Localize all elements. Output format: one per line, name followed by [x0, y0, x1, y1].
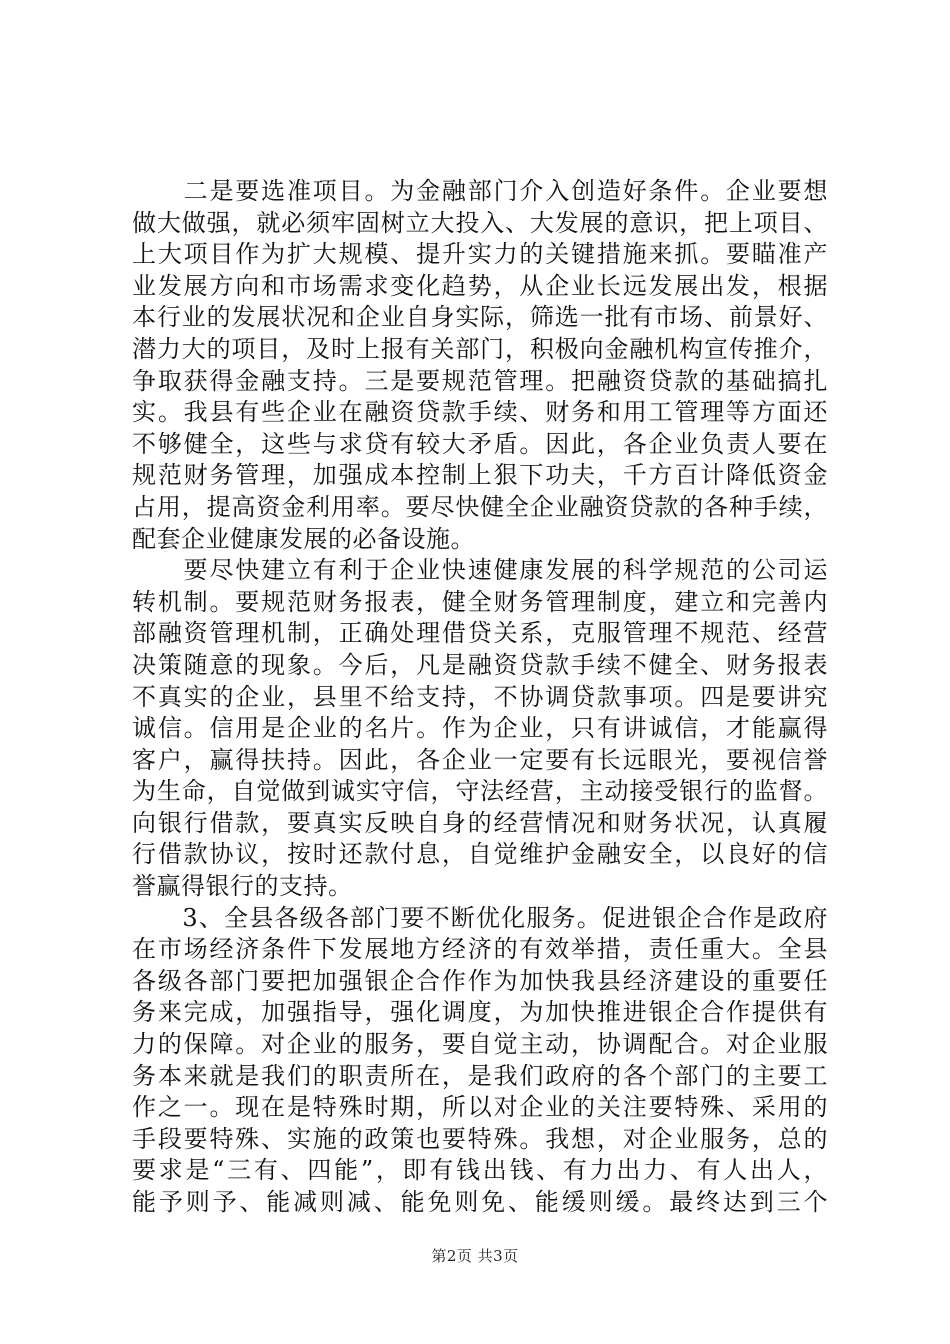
page-footer: 第2页 共3页 [431, 1247, 519, 1265]
text-line: 务来完成，加强指导，强化调度，为加快推进银企合作提供有 [132, 998, 828, 1027]
text-line: 二是要选准项目。为金融部门介入创造好条件。企业要想 [132, 177, 828, 205]
text-line: 客户，赢得扶持。因此，各企业一定要有长远眼光，要视信誉 [132, 745, 828, 774]
text-line: 本行业的发展状况和企业自身实际，筛选一批有市场、前景好、 [132, 303, 828, 332]
text-line: 业发展方向和市场需求变化趋势，从企业长远发展出发，根据 [132, 271, 828, 300]
text-line: 部融资管理机制，正确处理借贷关系，克服管理不规范、经营 [132, 619, 828, 648]
text-line: 规范财务管理，加强成本控制上狠下功夫，千方百计降低资金 [132, 461, 828, 490]
text-line: 向银行借款，要真实反映自身的经营情况和财务状况，认真履 [132, 808, 828, 837]
body-text [132, 176, 828, 1219]
text-line: 务本来就是我们的职责所在，是我们政府的各个部门的主要工 [132, 1061, 828, 1090]
text-line: 占用，提高资金利用率。要尽快健全企业融资贷款的各种手续， [132, 492, 828, 521]
text-line: 各级各部门要把加强银企合作作为加快我县经济建设的重要任 [132, 966, 828, 995]
text-line: 誉赢得银行的支持。 [132, 872, 353, 901]
text-line: 能予则予、能减则减、能免则免、能缓则缓。最终达到三个 [132, 1188, 828, 1216]
text-line: 手段要特殊、实施的政策也要特殊。我想，对企业服务，总的 [132, 1124, 828, 1153]
text-line: 行借款协议，按时还款付息，自觉维护金融安全，以良好的信 [132, 840, 828, 869]
text-line: 潜力大的项目，及时上报有关部门，积极向金融机构宣传推介， [132, 334, 828, 363]
text-line: 不够健全，这些与求贷有较大矛盾。因此，各企业负责人要在 [132, 429, 828, 458]
text-line: 做大做强，就必须牢固树立大投入、大发展的意识，把上项目、 [132, 208, 828, 237]
text-line: 要尽快建立有利于企业快速健康发展的科学规范的公司运 [132, 556, 828, 585]
text-line: 不真实的企业，县里不给支持，不协调贷款事项。四是要讲究 [132, 682, 828, 711]
text-line: 要求是“三有、四能”，即有钱出钱、有力出力、有人出人， [132, 1156, 828, 1185]
text-line: 诚信。信用是企业的名片。作为企业，只有讲诚信，才能赢得 [132, 714, 828, 743]
text-line: 作之一。现在是特殊时期，所以对企业的关注要特殊、采用的 [132, 1093, 828, 1122]
text-line: 为生命，自觉做到诚实守信，守法经营，主动接受银行的监督。 [132, 777, 828, 806]
text-line: 实。我县有些企业在融资贷款手续、财务和用工管理等方面还 [132, 398, 828, 427]
text-line: 在市场经济条件下发展地方经济的有效举措，责任重大。全县 [132, 935, 828, 964]
text-line: 转机制。要规范财务报表，健全财务管理制度，建立和完善内 [132, 587, 828, 616]
text-line: 决策随意的现象。今后，凡是融资贷款手续不健全、财务报表 [132, 650, 828, 679]
text-line: 配套企业健康发展的必备设施。 [132, 524, 475, 553]
text-line: 3、全县各级各部门要不断优化服务。促进银企合作是政府 [132, 903, 828, 932]
text-line: 力的保障。对企业的服务，要自觉主动，协调配合。对企业服 [132, 1030, 828, 1059]
text-line: 争取获得金融支持。三是要规范管理。把融资贷款的基础搞扎 [132, 366, 828, 395]
text-line: 上大项目作为扩大规模、提升实力的关键措施来抓。要瞄准产 [132, 240, 828, 269]
